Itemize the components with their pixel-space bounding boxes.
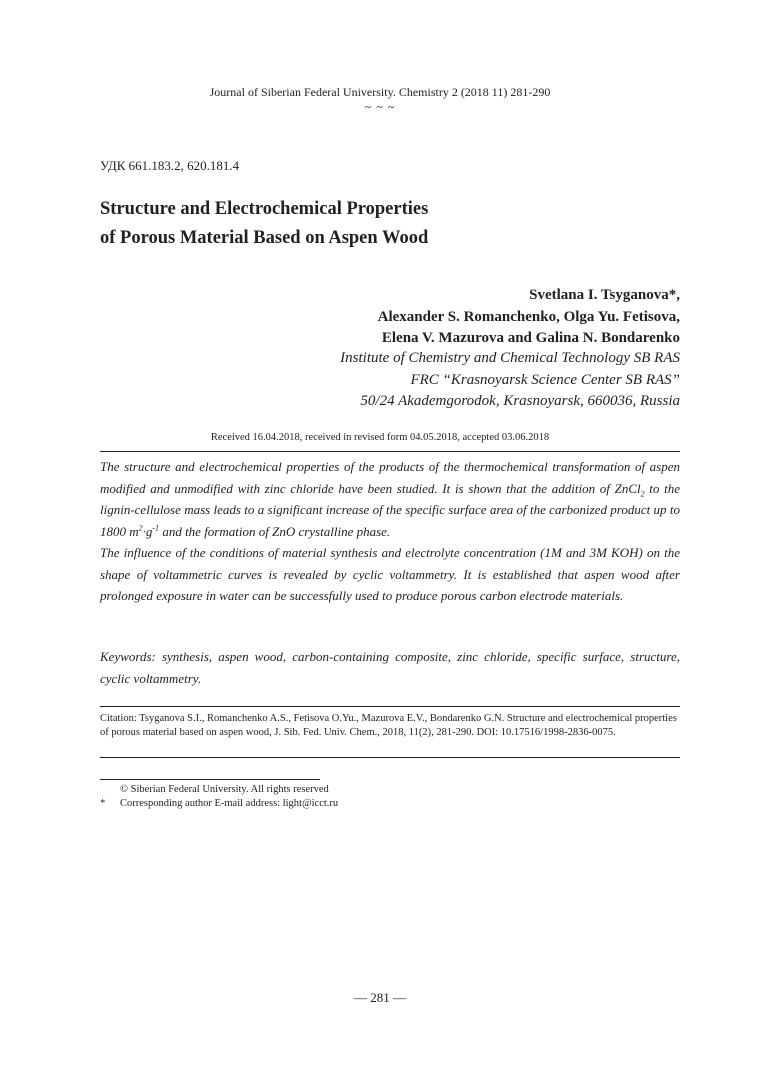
affiliation-line-2: FRC “Krasnoyarsk Science Center SB RAS” bbox=[410, 371, 680, 388]
abstract-paragraph-1 bbox=[100, 456, 680, 542]
abstract bbox=[100, 456, 680, 607]
journal-header: Journal of Siberian Federal University. Chemistry 2 (2018 11) 281-290 bbox=[209, 85, 551, 99]
citation-top-rule bbox=[100, 706, 680, 707]
affiliation-line-3: 50/24 Akademgorodok, Krasnoyarsk, 660036, Russia bbox=[360, 393, 680, 409]
received-dates: Received 16.04.2018, received in revised form 04.05.2018, accepted 03.06.2018 bbox=[210, 432, 550, 443]
article-title bbox=[100, 195, 428, 253]
abstract-subscript: 2 bbox=[640, 489, 645, 499]
footnote-asterisk: * bbox=[100, 798, 106, 809]
authors-line-2: Alexander S. Romanchenko, Olga Yu. Fetisova, bbox=[377, 308, 680, 325]
corresponding-email-text: Corresponding author E-mail address: light@icct.ru bbox=[120, 798, 339, 809]
copyright-text: © Siberian Federal University. All rights reserved bbox=[120, 784, 329, 795]
udk-code: УДК 661.183.2, 620.181.4 bbox=[100, 158, 240, 173]
footnote-rule bbox=[100, 779, 320, 780]
affiliation bbox=[340, 348, 680, 413]
header-ornament: ~ ~ ~ bbox=[364, 100, 396, 114]
keywords: Keywords: synthesis, aspen wood, carbon-containing composite, zinc chloride, specific surface, structure, cyclic voltammetry. bbox=[100, 649, 680, 686]
abstract-text-c: ·g bbox=[142, 523, 153, 539]
citation: Citation: Tsyganova S.I., Romanchenko A.S., Fetisova O.Yu., Mazurova E.V., Bondarenko G.N. Structure and electrochemical properties of porous material based on aspen wood, J. Sib. Fed. Univ. Chem., 2018, 11(2), 281-290. DOI: 10.17516/1998-2836-0075. bbox=[100, 713, 677, 738]
abstract-superscript-1: 2 bbox=[138, 523, 143, 533]
affiliation-line-1: Institute of Chemistry and Chemical Technology SB RAS bbox=[340, 350, 680, 366]
footnote-copyright bbox=[100, 783, 329, 796]
abstract-text-d: and the formation of ZnO crystalline phase. bbox=[159, 523, 391, 539]
title-line-1: Structure and Electrochemical Properties bbox=[100, 199, 429, 219]
abstract-paragraph-2: The influence of the conditions of material synthesis and electrolyte concentration (1M and 3M KOH) on the shape of voltammetric curves is revealed by cyclic voltammetry. It is established that aspen wood after prolonged exposure in water can be successfully used to produce porous carbon electrode materials. bbox=[100, 545, 680, 603]
abstract-superscript-2: -1 bbox=[152, 523, 160, 533]
citation-bottom-rule bbox=[100, 757, 680, 758]
authors-line-3: Elena V. Mazurova and Galina N. Bondarenko bbox=[381, 330, 680, 346]
author-list bbox=[378, 285, 680, 350]
abstract-text-a: The structure and electrochemical properties of the products of the thermochemical transformation of aspen modified and unmodified with zinc chloride have been studied. It is shown that the addition of ZnCl bbox=[100, 459, 680, 496]
page-number: ― 281 ― bbox=[354, 990, 406, 1005]
abstract-text-b: to the lignin-cellulose mass leads to a significant increase of the specific surface area of the carbonized product up to 1800 m bbox=[100, 480, 680, 539]
title-line-2: of Porous Material Based on Aspen Wood bbox=[100, 228, 429, 248]
authors-line-1: Svetlana I. Tsyganova*, bbox=[529, 287, 680, 303]
footnote-corresponding bbox=[100, 797, 338, 810]
abstract-top-rule bbox=[100, 451, 680, 452]
